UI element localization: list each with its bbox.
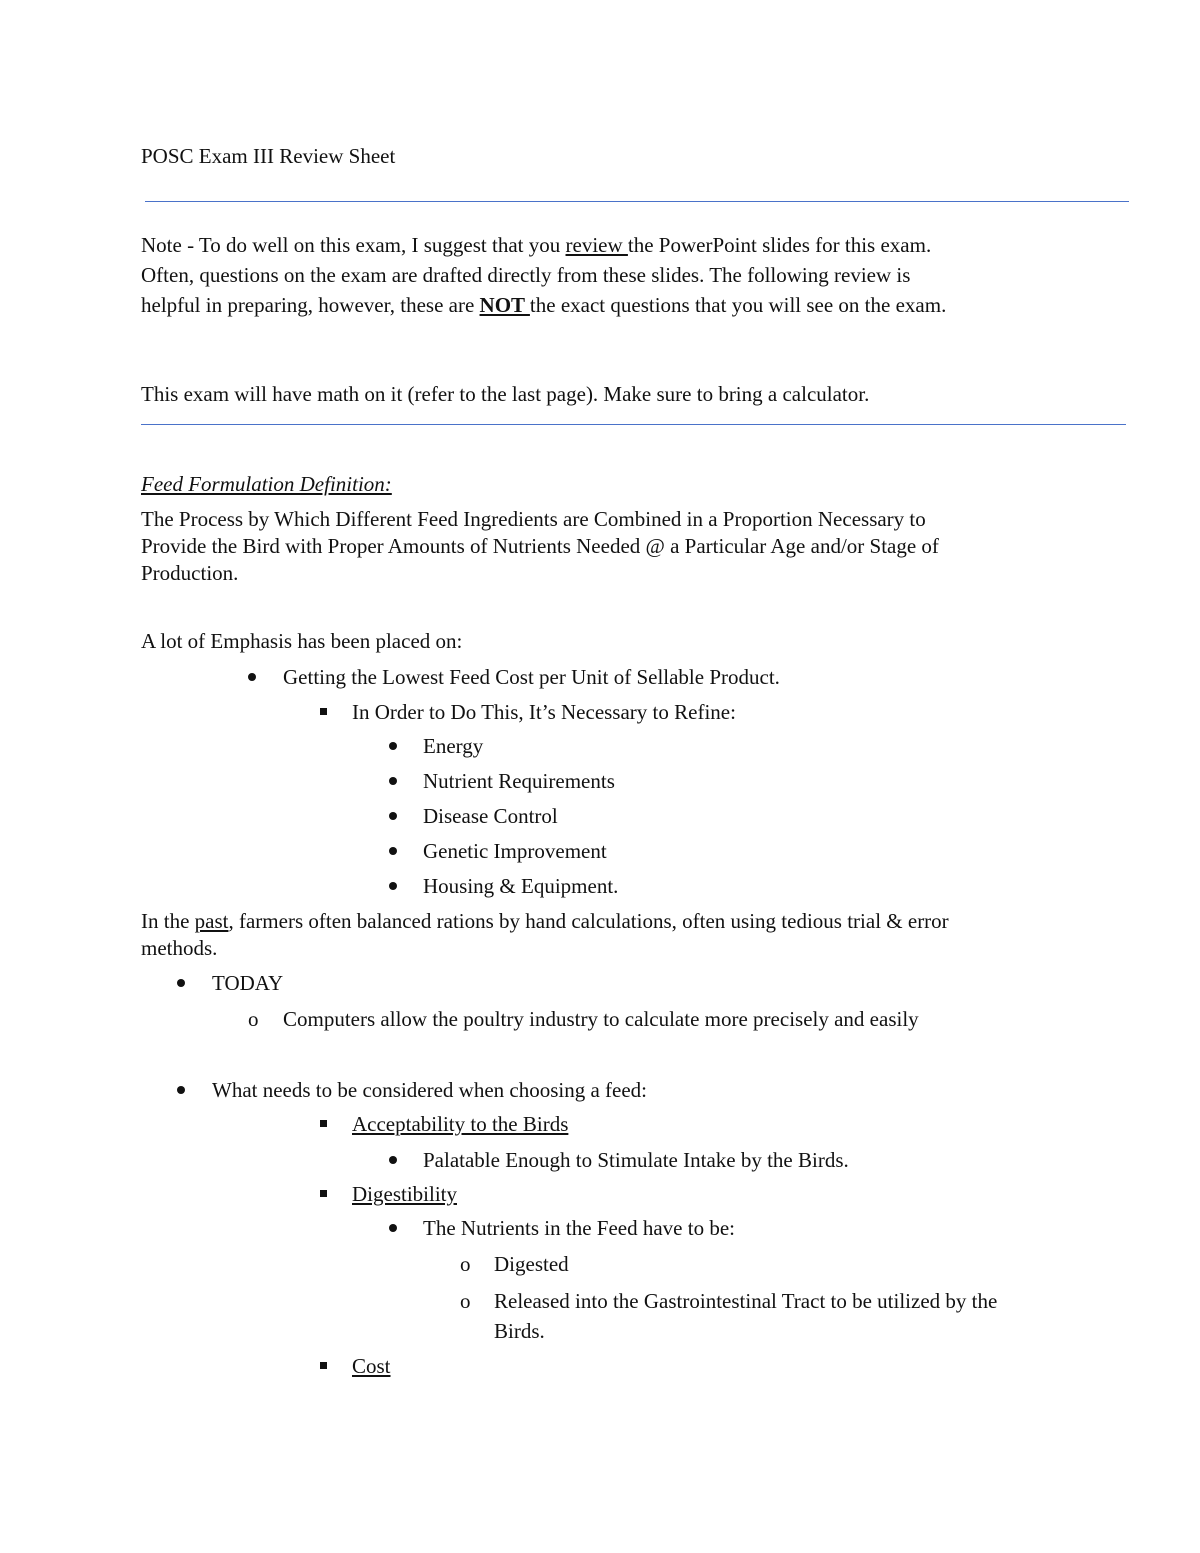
horizontal-rule-bottom: [141, 424, 1126, 425]
past-text: In the: [141, 909, 195, 933]
definition-line-2: Provide the Bird with Proper Amounts of Nutrients Needed @ a Particular Age and/or Stage of: [141, 534, 939, 558]
definition-line-1: The Process by Which Different Feed Ingredients are Combined in a Proportion Necessary to: [141, 507, 926, 531]
circle-bullet-icon: o: [248, 1007, 259, 1031]
circle-bullet-icon: o: [460, 1252, 471, 1276]
past-line-1: [141, 908, 949, 935]
past-line-2: methods.: [141, 936, 218, 960]
note-text: Note - To do well on this exam, I suggest that you: [141, 233, 566, 257]
definition-heading: Feed Formulation Definition:: [141, 472, 392, 496]
past-text: , farmers often balanced rations by hand calculations, often using tedious trial & error: [228, 909, 949, 933]
square-bullet-icon: [320, 1120, 327, 1127]
note-not-emphasis: NOT: [479, 293, 530, 317]
bullet-icon: [389, 882, 397, 890]
note-line-2: Often, questions on the exam are drafted directly from these slides. The following review is: [141, 263, 911, 287]
note-review-underlined: review: [565, 233, 628, 257]
refine-item: Energy: [423, 734, 484, 758]
note-text: the PowerPoint slides for this exam.: [627, 233, 932, 257]
bullet-icon: [389, 1156, 397, 1164]
note-text: helpful in preparing, however, these are: [141, 293, 480, 317]
bullet-icon: [248, 673, 256, 681]
refine-item: Disease Control: [423, 804, 558, 828]
digested-item: Digested: [494, 1252, 569, 1276]
emphasis-intro: A lot of Emphasis has been placed on:: [141, 629, 463, 653]
nutrients-item: The Nutrients in the Feed have to be:: [423, 1216, 735, 1240]
bullet-icon: [389, 812, 397, 820]
emphasis-item: Getting the Lowest Feed Cost per Unit of Sellable Product.: [283, 665, 780, 689]
digestibility-item: Digestibility: [352, 1182, 457, 1206]
refine-item: Housing & Equipment.: [423, 874, 619, 898]
definition-line-3: Production.: [141, 561, 239, 585]
bullet-icon: [177, 979, 185, 987]
past-underlined: past: [194, 909, 229, 933]
horizontal-rule-top: [145, 201, 1129, 202]
note-line-1: [141, 232, 931, 259]
math-note: This exam will have math on it (refer to the last page). Make sure to bring a calculator.: [141, 382, 870, 406]
note-text: the exact questions that you will see on the exam.: [529, 293, 947, 317]
computers-item: Computers allow the poultry industry to calculate more precisely and easily: [283, 1007, 919, 1031]
consider-heading: What needs to be considered when choosing a feed:: [212, 1078, 648, 1102]
page-title: POSC Exam III Review Sheet: [141, 144, 396, 168]
released-line-1: Released into the Gastrointestinal Tract to be utilized by the: [494, 1289, 998, 1313]
cost-item: Cost: [352, 1354, 391, 1378]
bullet-icon: [389, 777, 397, 785]
square-bullet-icon: [320, 1362, 327, 1369]
refine-item: Genetic Improvement: [423, 839, 607, 863]
note-line-3: [141, 292, 946, 319]
bullet-icon: [389, 1224, 397, 1232]
emphasis-sub: In Order to Do This, It’s Necessary to Refine:: [352, 700, 736, 724]
bullet-icon: [389, 847, 397, 855]
today-item: TODAY: [212, 971, 284, 995]
square-bullet-icon: [320, 708, 327, 715]
palatable-item: Palatable Enough to Stimulate Intake by the Birds.: [423, 1148, 849, 1172]
circle-bullet-icon: o: [460, 1289, 471, 1313]
released-line-2: Birds.: [494, 1319, 545, 1343]
bullet-icon: [177, 1086, 185, 1094]
bullet-icon: [389, 742, 397, 750]
acceptability-item: Acceptability to the Birds: [352, 1112, 569, 1136]
square-bullet-icon: [320, 1190, 327, 1197]
refine-item: Nutrient Requirements: [423, 769, 615, 793]
